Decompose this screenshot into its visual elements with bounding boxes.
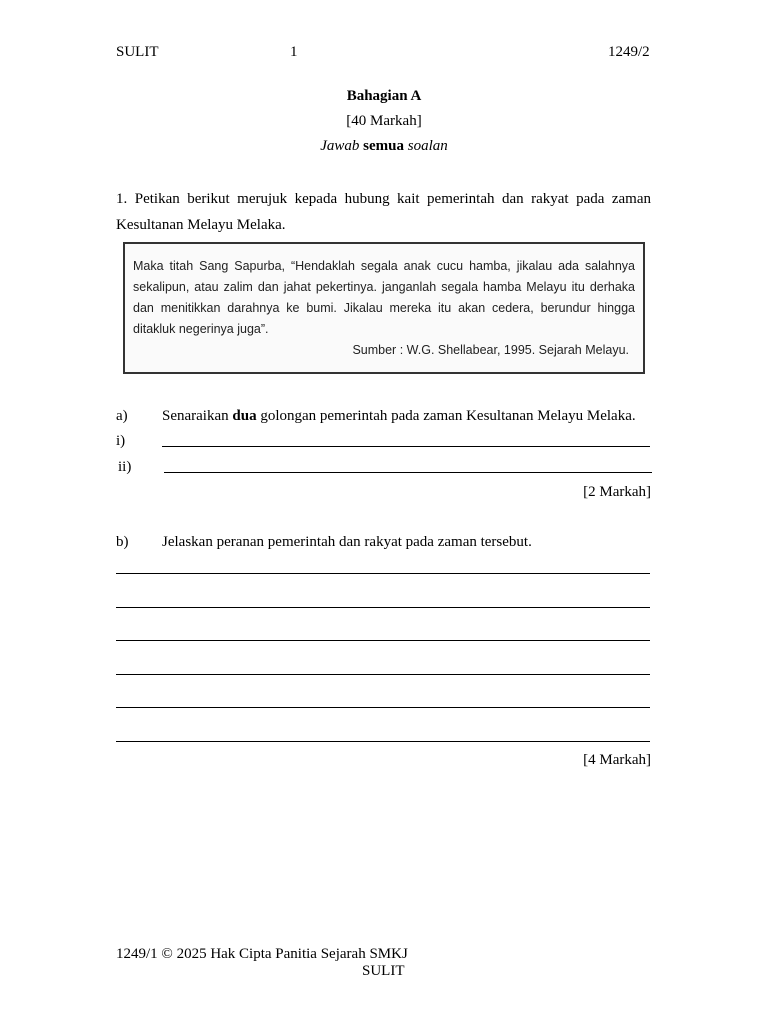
- header-paper-code: 1249/2: [608, 44, 650, 60]
- part-a-question: Senaraikan dua golongan pemerintah pada zaman Kesultanan Melayu Melaka.: [162, 408, 636, 424]
- part-a-label: a): [116, 408, 128, 424]
- answer-line-b-3[interactable]: [116, 640, 650, 641]
- header-page-number: 1: [290, 44, 298, 60]
- footer-classification: SULIT: [362, 963, 405, 979]
- footer-copyright: 1249/1 © 2025 Hak Cipta Panitia Sejarah SMKJ: [116, 946, 408, 962]
- quote-box: [123, 242, 645, 374]
- quote-source: Sumber : W.G. Shellabear, 1995. Sejarah Melayu.: [352, 343, 629, 357]
- answer-line-a-i[interactable]: [162, 446, 650, 447]
- quote-text: Maka titah Sang Sapurba, “Hendaklah segala anak cucu hamba, jikalau ada salahnya sekalipun, atau zalim dan jahat pekertinya. janganlah segala hamba Melayu itu derhaka dan menitikkan darahnya ke bumi. Jikalau mereka itu akan cedera, berundur hingga ditakluk negerinya juga”.: [133, 259, 635, 336]
- part-a-item-ii-label: ii): [118, 459, 132, 475]
- answer-line-a-ii[interactable]: [164, 472, 652, 473]
- answer-line-b-2[interactable]: [116, 607, 650, 608]
- part-a-marks: [2 Markah]: [583, 484, 651, 500]
- answer-line-b-5[interactable]: [116, 707, 650, 708]
- part-a-item-i-label: i): [116, 433, 126, 449]
- part-b-marks: [4 Markah]: [583, 752, 651, 768]
- header-classification: SULIT: [116, 44, 159, 60]
- section-instruction: Jawab semua soalan: [320, 138, 448, 154]
- section-title: Bahagian A: [346, 88, 422, 104]
- part-b-question: Jelaskan peranan pemerintah dan rakyat pada zaman tersebut.: [162, 534, 532, 550]
- answer-line-b-4[interactable]: [116, 674, 650, 675]
- question-1-text: 1. Petikan berikut merujuk kepada hubung kait pemerintah dan rakyat pada zaman Kesultanan Melayu Melaka.: [116, 191, 652, 233]
- answer-line-b-1[interactable]: [116, 573, 650, 574]
- answer-line-b-6[interactable]: [116, 741, 650, 742]
- part-b-label: b): [116, 534, 129, 550]
- section-marks: [40 Markah]: [346, 113, 422, 129]
